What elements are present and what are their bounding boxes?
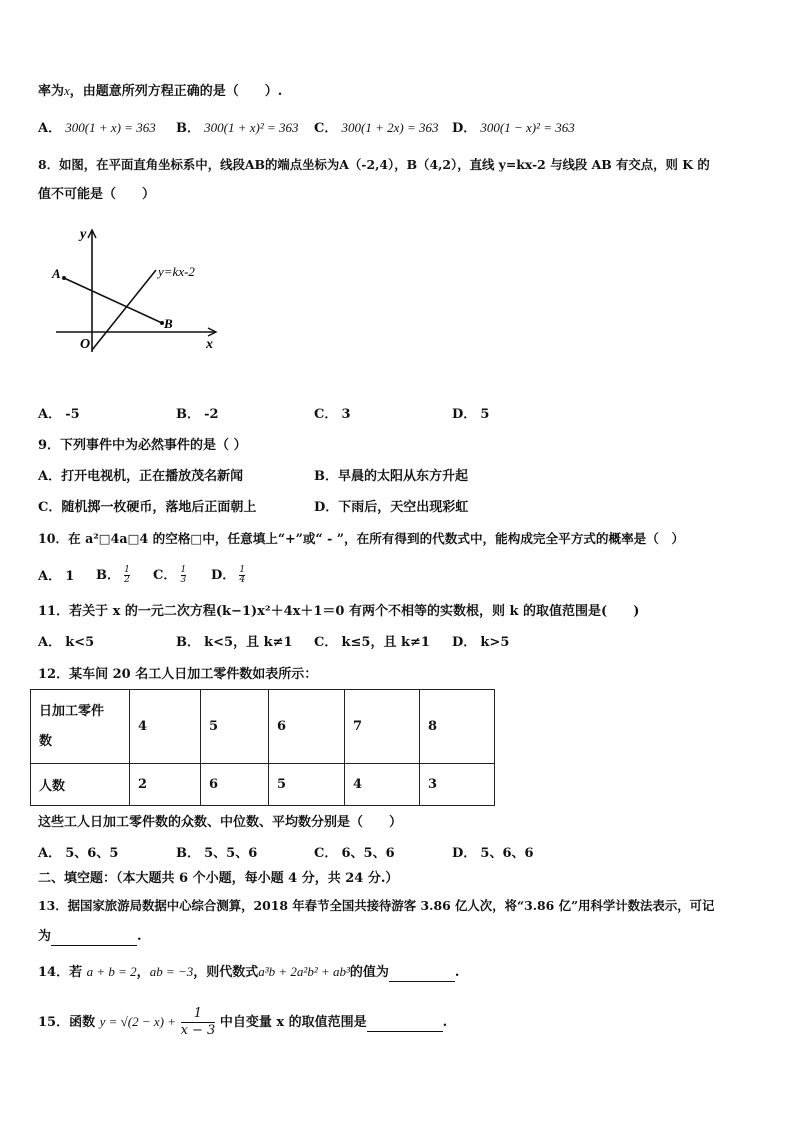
q11-option-c[interactable]: C． k≤5，且 k≠1 (314, 635, 430, 650)
q13-answer-blank[interactable] (51, 929, 137, 946)
q8-stem-line1: 8．如图，在平面直角坐标系中，线段AB的端点坐标为A（-2,4），B（4,2），直线 y=kx-2 与线段 AB 有交点，则 K 的 (38, 157, 710, 172)
q9-stem: 9．下列事件中为必然事件的是（ ） (38, 438, 247, 453)
table-cell: 4 (345, 764, 420, 806)
line-y-kx-2 (92, 270, 156, 350)
line-label: y=kx-2 (158, 264, 195, 279)
q9-option-c[interactable]: C．随机掷一枚硬币，落地后正面朝上 (38, 500, 257, 515)
q9-option-d[interactable]: D．下雨后，天空出现彩虹 (314, 500, 469, 515)
q7-stem: 率为x，由题意所列方程正确的是（ ）. (38, 83, 283, 99)
y-axis-label: y (80, 227, 87, 242)
fraction-one-quarter: $\frac{1}{4}$ (239, 565, 246, 585)
table-cell: 4 (130, 690, 201, 764)
table-header-cell: 日加工零件 数 (31, 690, 130, 764)
q8-option-a[interactable]: A． -5 (38, 407, 80, 422)
table-cell: 5 (201, 690, 269, 764)
x-axis-label: x (206, 337, 213, 352)
q12-stem: 12．某车间 20 名工人日加工零件数如表所示： (38, 667, 318, 682)
q11-option-d[interactable]: D． k>5 (452, 635, 510, 650)
q8-coordinate-figure (48, 222, 228, 362)
workpiece-table (30, 689, 495, 806)
point-b-label: B (164, 316, 173, 331)
q8-option-b[interactable]: B． -2 (176, 407, 219, 422)
q12-option-a[interactable]: A． 5、6、5 (38, 846, 119, 861)
q10-option-d[interactable]: D． $\frac{1}{4}$ (211, 565, 246, 585)
table-cell: 5 (269, 764, 345, 806)
q10-stem: 10．在 a²□4a□4 的空格□中，任意填上“+”或“ - ”，在所有得到的代数式中，能构成完全平方式的概率是（ ） (38, 531, 685, 546)
fraction-one-third: $\frac{1}{3}$ (180, 565, 187, 585)
q8-option-d[interactable]: D． 5 (452, 407, 490, 422)
q12-option-b[interactable]: B． 5、5、6 (176, 846, 258, 861)
q7-option-b[interactable]: B． 300(1 + x)² = 363 (176, 120, 299, 136)
q14-answer-blank[interactable] (389, 965, 455, 982)
table-row (31, 764, 495, 806)
q9-option-b[interactable]: B．早晨的太阳从东方升起 (314, 469, 469, 484)
q13-stem-line2: 为 . (38, 929, 142, 944)
q15-stem: 15．函数 y = √(2 − x) + $\frac{1}{x - 3}$ 中自变量 x 的取值范围是 . (38, 1006, 448, 1038)
q10-option-b[interactable]: B． $\frac{1}{2}$ (96, 565, 130, 585)
table-row (31, 690, 495, 764)
table-cell: 8 (420, 690, 495, 764)
q12-option-d[interactable]: D． 5、6、6 (452, 846, 534, 861)
q13-stem-line1: 13．据国家旅游局数据中心综合测算，2018 年春节全国共接待游客 3.86 亿人次，将“3.86 亿”用科学计数法表示，可记 (38, 898, 715, 913)
q7-option-a[interactable]: A． 300(1 + x) = 363 (38, 120, 156, 136)
q12-after: 这些工人日加工零件数的众数、中位数、平均数分别是（ ） (38, 815, 403, 830)
q15-fraction: $\frac{1}{x - 3}$ (180, 1006, 216, 1038)
q11-option-a[interactable]: A． k<5 (38, 635, 95, 650)
q7-option-d[interactable]: D． 300(1 − x)² = 363 (452, 120, 575, 136)
q11-stem: 11．若关于 x 的一元二次方程(k−1)x²＋4x＋1＝0 有两个不相等的实数根，则 k 的取值范围是( ) (38, 604, 640, 619)
q15-answer-blank[interactable] (367, 1015, 443, 1032)
segment-ab (64, 278, 162, 323)
table-cell: 7 (345, 690, 420, 764)
q10-option-c[interactable]: C． $\frac{1}{3}$ (153, 565, 187, 585)
q11-option-b[interactable]: B． k<5，且 k≠1 (176, 635, 293, 650)
fraction-one-half: $\frac{1}{2}$ (124, 565, 130, 585)
q8-stem-line2: 值不可能是（ ） (38, 187, 156, 202)
q12-option-c[interactable]: C． 6、5、6 (314, 846, 395, 861)
point-a-label: A (52, 266, 61, 281)
origin-label: O (80, 337, 91, 352)
q8-option-c[interactable]: C． 3 (314, 407, 351, 422)
section-title-fill-blank: 二、填空题：（本大题共 6 个小题，每小题 4 分，共 24 分.） (38, 871, 399, 886)
q9-option-a[interactable]: A．打开电视机，正在播放茂名新闻 (38, 469, 244, 484)
q10-option-a[interactable]: A． 1 (38, 569, 75, 584)
table-cell: 6 (201, 764, 269, 806)
table-cell: 3 (420, 764, 495, 806)
table-cell: 6 (269, 690, 345, 764)
table-header-cell: 人数 (31, 764, 130, 806)
table-cell: 2 (130, 764, 201, 806)
q7-option-c[interactable]: C． 300(1 + 2x) = 363 (314, 120, 439, 136)
point-a (62, 276, 66, 280)
q14-stem: 14．若 a + b = 2，ab = −3，则代数式a³b + 2a²b² + ab³的值为 . (38, 964, 460, 980)
